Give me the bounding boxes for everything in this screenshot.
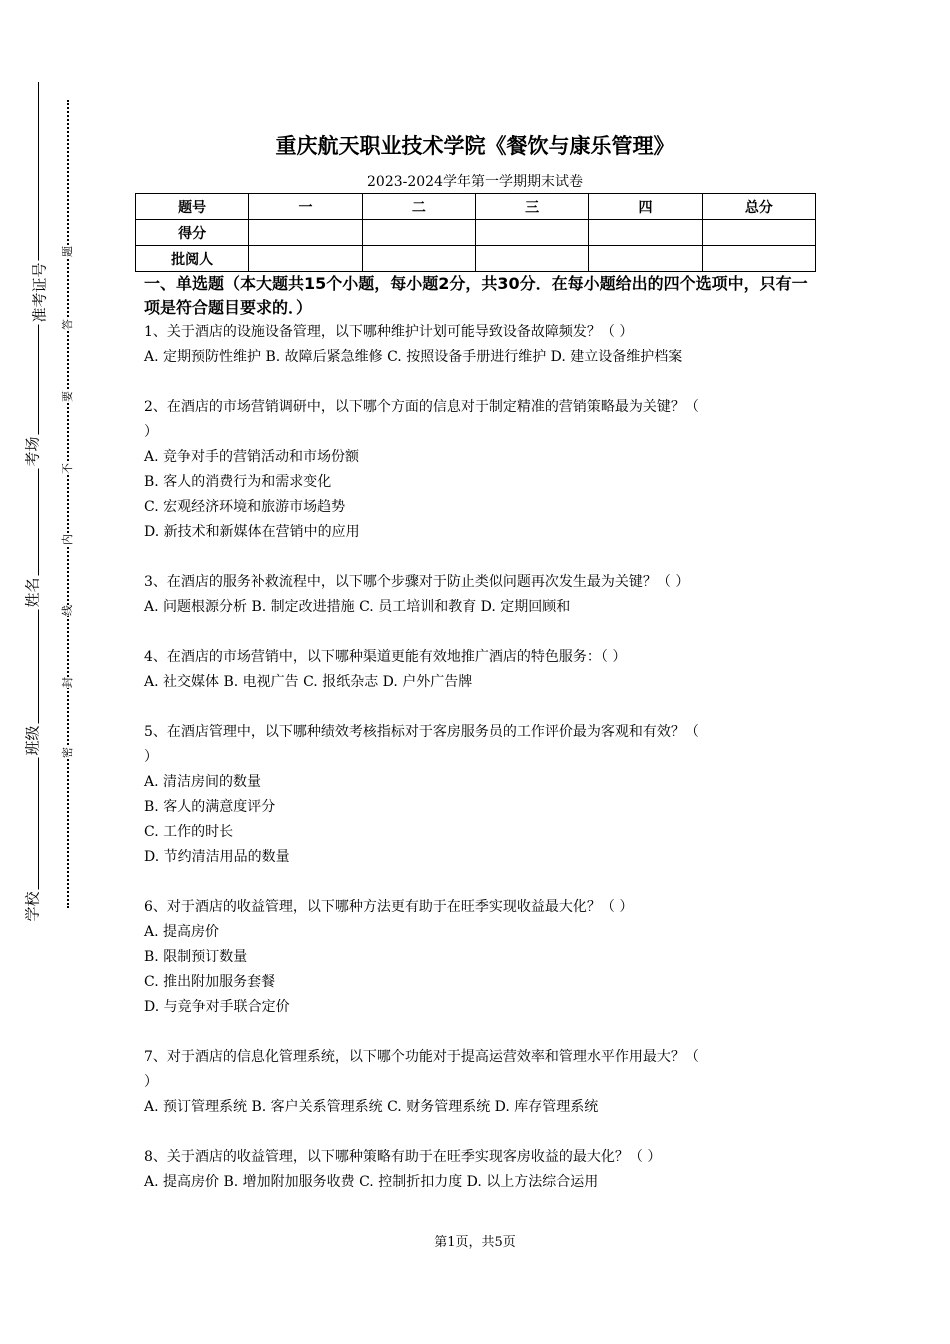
margin-field-exam-room: 考场: [23, 436, 42, 467]
score-header-cell: 四: [589, 194, 702, 220]
score-row: [136, 220, 816, 246]
question-stem: 8、关于酒店的收益管理，以下哪种策略有助于在旺季实现客房收益的最大化？（ ）: [144, 1149, 662, 1165]
score-cell: [475, 220, 588, 246]
seal-word: 答: [61, 319, 74, 330]
question-line: A. 竞争对手的营销活动和市场份额: [144, 449, 360, 465]
question-block: [144, 720, 814, 870]
score-table-header-row: [136, 194, 816, 220]
score-cell: [362, 220, 475, 246]
seal-dotted-line: [67, 100, 69, 908]
question-stem: 6、对于酒店的收益管理，以下哪种方法更有助于在旺季实现收益最大化？（ ）: [144, 899, 634, 915]
margin-field-name: 姓名: [23, 577, 42, 608]
score-header-cell: 一: [249, 194, 362, 220]
question-line: B. 限制预订数量: [144, 949, 248, 965]
exam-title: 重庆航天职业技术学院《餐饮与康乐管理》: [275, 134, 675, 158]
question-stem: 3、在酒店的服务补救流程中，以下哪个步骤对于防止类似问题再次发生最为关键？（ ）: [144, 574, 690, 590]
question-line: A. 问题根源分析 B. 制定改进措施 C. 员工培训和教育 D. 定期回顾和: [144, 599, 571, 615]
score-header-cell: 二: [362, 194, 475, 220]
reviewer-cell: [362, 246, 475, 272]
reviewer-cell: [475, 246, 588, 272]
question-line: A. 清洁房间的数量: [144, 774, 262, 790]
question-block: [144, 895, 814, 1020]
question-list: [144, 320, 814, 1220]
question-block: [144, 1145, 814, 1195]
score-row-label: 得分: [136, 220, 249, 246]
question-line: B. 客人的满意度评分: [144, 799, 276, 815]
question-block: [144, 645, 814, 695]
question-line: C. 工作的时长: [144, 824, 234, 840]
question-line: A. 社交媒体 B. 电视广告 C. 报纸杂志 D. 户外广告牌: [144, 674, 473, 690]
margin-field-school: 学校: [23, 891, 42, 922]
margin-field-class: 班级: [23, 725, 42, 756]
question-line: D. 与竞争对手联合定价: [144, 999, 290, 1015]
margin-field-exam-id: 准考证号: [30, 262, 49, 323]
page-footer: 第1页，共5页: [434, 1235, 516, 1250]
question-stem: 4、在酒店的市场营销中，以下哪种渠道更能有效地推广酒店的特色服务：（ ）: [144, 649, 627, 665]
seal-word: 密: [61, 747, 74, 758]
reviewer-row-label: 批阅人: [136, 246, 249, 272]
binding-line: [38, 82, 39, 907]
question-line: C. 宏观经济环境和旅游市场趋势: [144, 499, 346, 515]
question-line: A. 定期预防性维护 B. 故障后紧急维修 C. 按照设备手册进行维护 D. 建立设备维护档案: [144, 349, 683, 365]
question-line: ）: [144, 424, 158, 440]
question-line: ）: [144, 749, 158, 765]
section-heading: 一、单选题（本大题共15个小题，每小题2分，共30分．在每小题给出的四个选项中，只有一项是符合题目要求的．）: [144, 274, 808, 317]
question-stem: 5、在酒店管理中，以下哪种绩效考核指标对于客房服务员的工作评价最为客观和有效？（: [144, 724, 699, 740]
score-table: [135, 193, 816, 272]
score-cell: [249, 220, 362, 246]
score-header-cell: 题号: [136, 194, 249, 220]
question-line: D. 新技术和新媒体在营销中的应用: [144, 524, 360, 540]
question-stem: 7、对于酒店的信息化管理系统，以下哪个功能对于提高运营效率和管理水平作用最大？（: [144, 1049, 699, 1065]
reviewer-row: [136, 246, 816, 272]
question-line: A. 提高房价: [144, 924, 220, 940]
question-line: ）: [144, 1074, 158, 1090]
seal-word: 要: [61, 391, 74, 402]
seal-word: 题: [61, 246, 74, 257]
question-line: A. 预订管理系统 B. 客户关系管理系统 C. 财务管理系统 D. 库存管理系统: [144, 1099, 599, 1115]
question-stem: 2、在酒店的市场营销调研中，以下哪个方面的信息对于制定精准的营销策略最为关键？（: [144, 399, 699, 415]
reviewer-cell: [702, 246, 815, 272]
question-line: C. 推出附加服务套餐: [144, 974, 276, 990]
reviewer-cell: [249, 246, 362, 272]
reviewer-cell: [589, 246, 702, 272]
question-block: [144, 1045, 814, 1120]
exam-subtitle: 2023-2024学年第一学期期末试卷: [367, 174, 583, 190]
question-line: D. 节约清洁用品的数量: [144, 849, 290, 865]
question-block: [144, 570, 814, 620]
seal-word: 线: [61, 605, 74, 616]
question-line: A. 提高房价 B. 增加附加服务收费 C. 控制折扣力度 D. 以上方法综合运用: [144, 1174, 599, 1190]
question-stem: 1、关于酒店的设施设备管理，以下哪种维护计划可能导致设备故障频发？（ ）: [144, 324, 634, 340]
question-block: [144, 395, 814, 545]
score-cell: [702, 220, 815, 246]
score-header-cell: 三: [475, 194, 588, 220]
question-block: [144, 320, 814, 370]
seal-word: 封: [61, 677, 74, 688]
question-line: B. 客人的消费行为和需求变化: [144, 474, 332, 490]
score-header-cell: 总分: [702, 194, 815, 220]
seal-word: 内: [61, 534, 74, 545]
score-cell: [589, 220, 702, 246]
seal-word: 不: [61, 463, 74, 474]
